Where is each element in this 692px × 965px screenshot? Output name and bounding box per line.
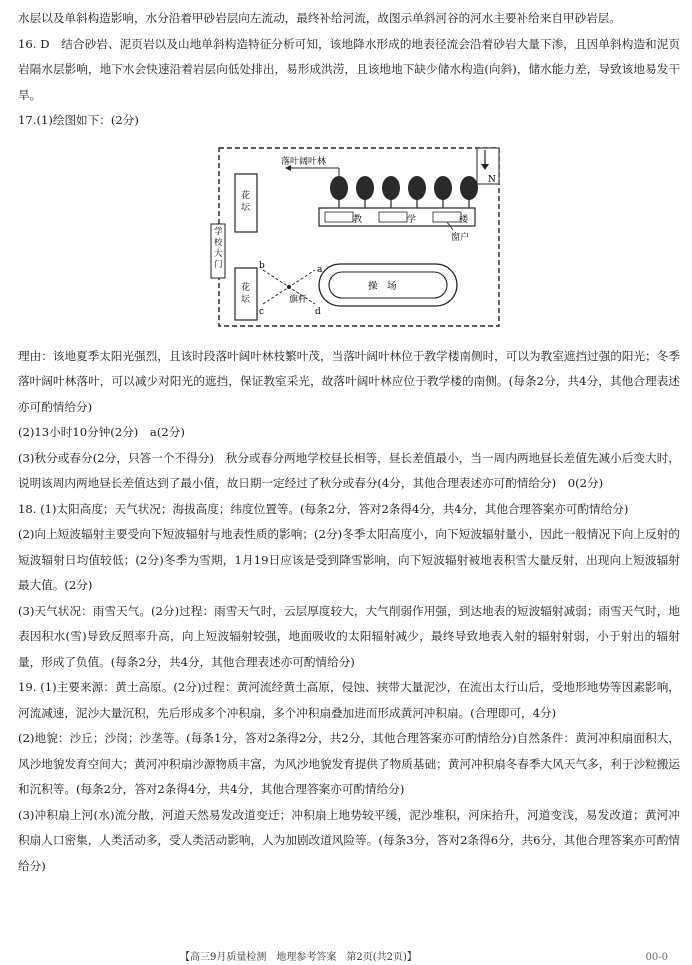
page-code: 00-0 (645, 952, 668, 963)
flowerbed-label: 花坛 (241, 190, 251, 213)
intro-text: 水层以及单斜构造影响，水分沿着甲砂岩层向左流动，最终补给河流，故图示单斜河谷的河水主要补给来自甲砂岩层。 (18, 11, 621, 25)
tree-icon (460, 176, 478, 208)
forest-label: 落叶阔叶林 (281, 156, 327, 167)
answer-19-1: 19. (1)主要来源：黄土高原。(2分)过程：黄河流经黄土高原，侵蚀、挟带大量泥沙，在流出太行山后，受地形地势等因素影响，河流减速，泥沙大量沉积，先后形成多个冲积扇，多个冲积扇叠加进而形成黄河冲积扇。(合理即可，4分) (18, 680, 680, 720)
window (325, 212, 353, 222)
answer-17-reason: 理由：该地夏季太阳光强烈，且该时段落叶阔叶林枝繁叶茂，当落叶阔叶林位于教学楼南侧时，可以为教室遮挡过强的阳光；冬季落叶阔叶林落叶，可以减少对阳光的遮挡，保证教室采光，故落叶阔叶林应位于教学楼的南侧。(每条2分，共4分，其他合理表述亦可酌情给分) (18, 348, 680, 414)
flagpole-icon (287, 285, 291, 289)
point-b: b (259, 260, 265, 271)
tree-icon (356, 176, 374, 208)
north-label: N (488, 174, 496, 185)
answer-18-2: (2)向上短波辐射主要受向下短波辐射与地表性质的影响；(2分)冬季太阳高度小，向下短波辐射量小，因此一般情况下向上反射的短波辐射日均值较低；(2分)冬季为雪期，1月19日应该是受到降雪影响，向下短波辐射被地表积雪大量反射，出现向上短波辐射最大值。(2分) (18, 527, 680, 592)
answer-page (18, 6, 680, 879)
building-char: 楼 (459, 214, 469, 225)
playground-label: 操 场 (368, 280, 397, 292)
flowerbed-south (235, 268, 257, 320)
flagpole-label: 旗杆 (289, 294, 308, 305)
point-d: d (315, 306, 321, 317)
campus-diagram-block (18, 134, 680, 344)
tree-icon (382, 176, 400, 208)
building-char: 教 (353, 214, 363, 225)
point-c: c (259, 306, 265, 317)
answer-16: 16. D 结合砂岩、泥页岩以及山地单斜构造特征分析可知，该地降水形成的地表径流会沿着砂岩大量下渗，且因单斜构造和泥页岩隔水层影响，地下水会快速沿着岩层向低处排出，易形成洪涝，且该地地下缺少储水构造(向斜)，储水能力差，导致该地易发干旱。 (18, 36, 680, 102)
campus-diagram (215, 142, 503, 332)
window-label: 窗户 (451, 232, 470, 243)
answer-17-3: (3)秋分或春分(2分，只答一个不得分) 秋分或春分两地学校昼长相等，昼长差值最小，当一周内两地昼长差值先减小后变大时，说明该周内两地昼长差值达到了最小值，故日期一定经过了秋分或春分(4分，其他合理表述亦可酌情给分) 0(2分) (18, 450, 680, 490)
window (379, 212, 407, 222)
tree-icon (330, 176, 348, 208)
answer-17-1: 17.(1)绘图如下：(2分) (18, 113, 139, 127)
building-char: 学 (407, 214, 417, 225)
tree-icon (408, 176, 426, 208)
answer-18-1: 18. (1)太阳高度；天气状况；海拔高度；纬度位置等。(每条2分，答对2条得4分，共4分，其他合理答案亦可酌情给分) (18, 501, 629, 516)
page-footer: 【高三9月质量检测 地理参考答案 第2页(共2页)】 (180, 952, 417, 963)
point-a: a (317, 264, 323, 275)
flowerbed-label: 花坛 (241, 282, 251, 305)
tree-icon (434, 176, 452, 208)
answer-18-3: (3)天气状况：雨雪天气。(2分)过程：雨雪天气时，云层厚度较大，大气削弱作用强，到达地表的短波辐射减弱；雨雪天气时，地表因积水(雪)导致反照率升高，向上短波辐射较强，地面吸收的太阳辐射减少，最终导致地表入射的辐射射弱，小于射出的辐射量，形成了负值。(每条2分，共4分，其他合理表述亦可酌情给分) (18, 603, 680, 669)
answer-19-3: (3)冲积扇上河(水)流分散，河道天然易发改道变迁；冲积扇上地势较平缓，泥沙堆积，河床抬升，河道变浅，易发改道；黄河冲积扇人口密集，人类活动多，受人类活动影响，人为加剧改道风险等。(每条3分，答对2条得6分，共6分，其他合理答案亦可酌情给分) (18, 807, 680, 873)
gate-label: 学校大门 (214, 226, 223, 270)
answer-19-2: (2)地貌：沙丘；沙岗；沙垄等。(每条1分，答对2条得2分，共2分，其他合理答案亦可酌情给分)自然条件：黄河冲积扇面积大，风沙地貌发育空间大；黄河冲积扇沙源物质丰富，为风沙地貌发育提供了物质基础；黄河冲积扇冬春季大风天气多，利于沙粒搬运和沉积等。(每条2分，答对2条得4分，共4分，其他合理答案亦可酌情给分) (18, 731, 680, 796)
answer-17-2: (2)13小时10分钟(2分) a(2分) (18, 425, 185, 439)
window (433, 212, 461, 222)
